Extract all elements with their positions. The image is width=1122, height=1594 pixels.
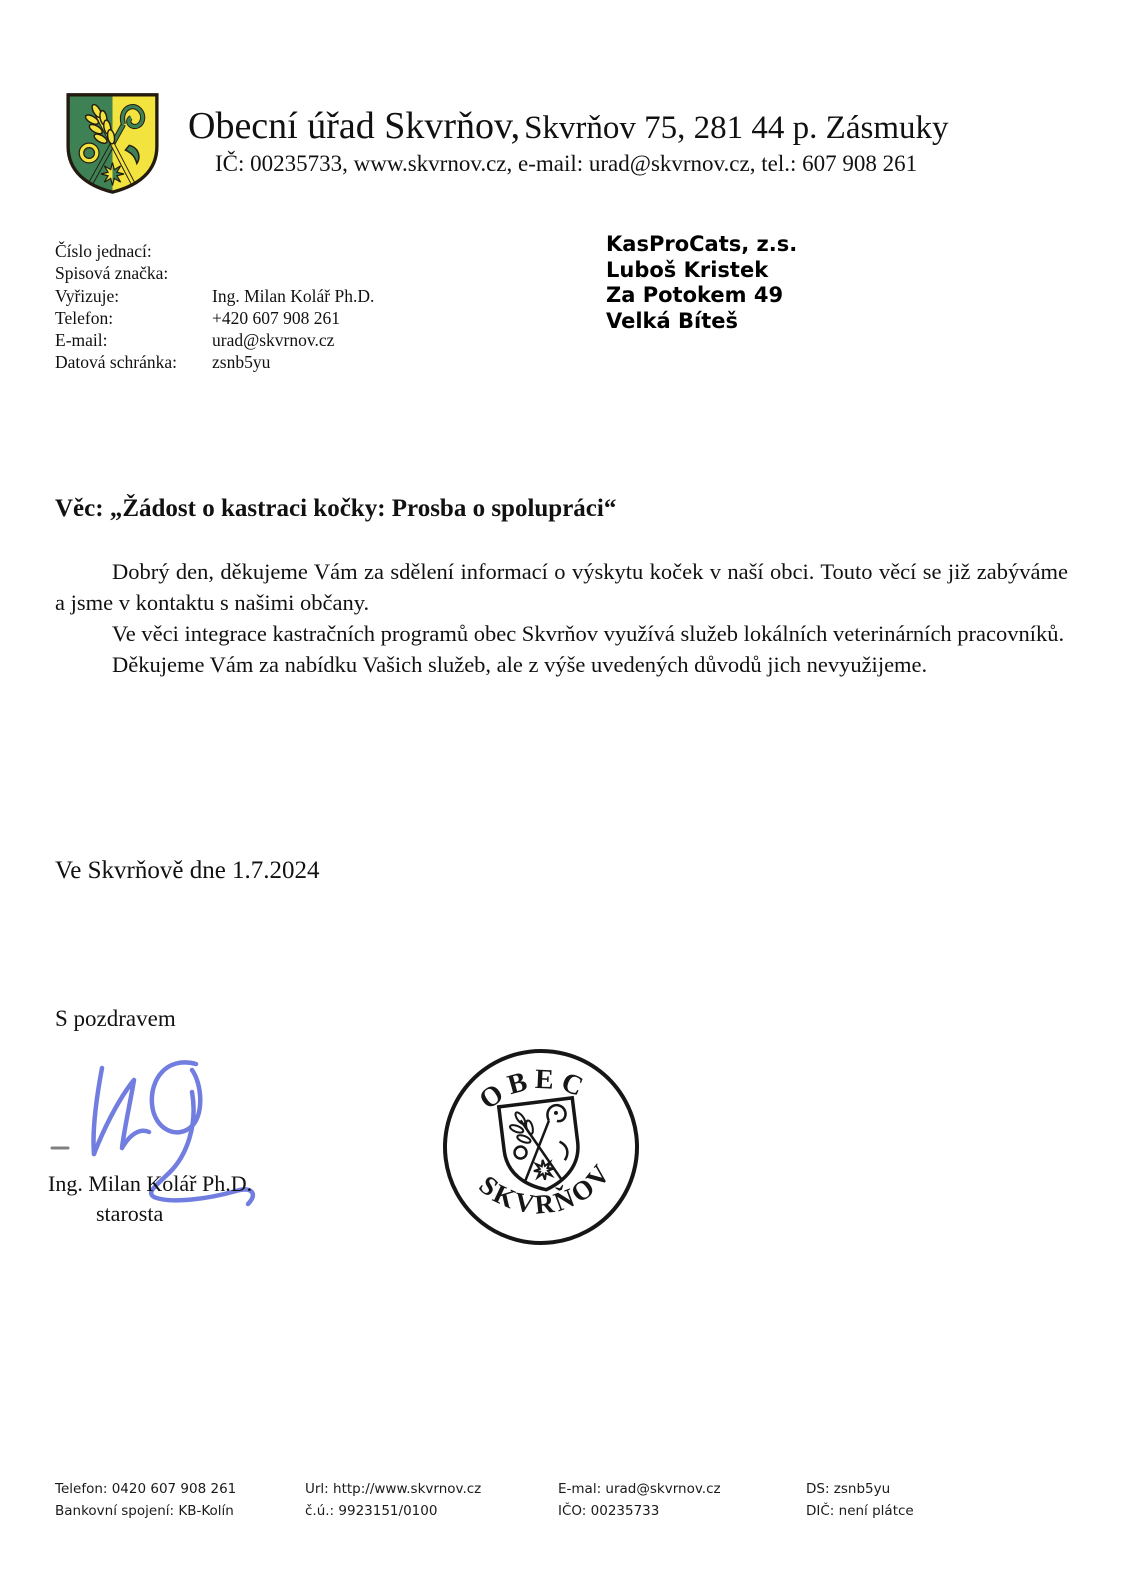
org-contact-line: IČ: 00235733, www.skvrnov.cz, e-mail: urad@skvrnov.cz, tel.: 607 908 261 [215, 151, 918, 176]
meta-row-email: E-mail: urad@skvrnov.cz [55, 330, 335, 351]
meta-row-datova-schranka: Datová schránka: zsnb5yu [55, 352, 271, 373]
footer-account: č.ú.: 9923151/0100 [305, 1503, 438, 1519]
meta-row-spisova-znacka: Spisová značka: [55, 263, 169, 284]
meta-row-telefon: Telefon: +420 607 908 261 [55, 307, 340, 328]
org-address: Skvrňov 75, 281 44 p. Zásmuky [524, 110, 949, 146]
footer-bank: Bankovní spojení: KB-Kolín [55, 1503, 234, 1519]
body-paragraph: Děkujeme Vám za nabídku Vašich služeb, ale z výše uvedených důvodů jich nevyužijeme. [112, 652, 928, 677]
date-line: Ve Skvrňově dne 1.7.2024 [55, 857, 320, 884]
letter-body [55, 556, 1068, 680]
stamp-bottom-text: SKVRŇOV [473, 1156, 618, 1220]
org-name: Obecní úřad Skvrňov, [188, 105, 521, 147]
signer-name: Ing. Milan Kolář Ph.D. [48, 1171, 253, 1196]
subject-line: Věc: „Žádost o kastraci kočky: Prosba o spolupráci“ [55, 495, 617, 522]
municipal-round-stamp [436, 1042, 646, 1252]
footer-col-ds-dic [806, 1478, 914, 1522]
recipient-line: Velká Bíteš [606, 309, 738, 334]
salutation: S pozdravem [55, 1006, 176, 1031]
footer-col-email-ico [558, 1478, 721, 1522]
footer-email: E-mal: urad@skvrnov.cz [558, 1481, 721, 1497]
recipient-line: Za Potokem 49 [606, 283, 784, 308]
municipal-coat-of-arms-icon [60, 90, 165, 195]
footer-dic: DIČ: není plátce [806, 1503, 914, 1519]
org-title [188, 104, 949, 148]
body-paragraph: Dobrý den, děkujeme Vám za sdělení informací o výskytu koček v naší obci. Touto věcí se již zabýváme a jsme v kontaktu s našimi občany. [55, 559, 1068, 615]
footer-ds: DS: zsnb5yu [806, 1481, 891, 1497]
footer-telefon: Telefon: 0420 607 908 261 [55, 1481, 237, 1497]
meta-row-vyrizuje: Vyřizuje: Ing. Milan Kolář Ph.D. [55, 285, 375, 306]
footer-col-phone-bank [55, 1478, 236, 1522]
footer-url: Url: http://www.skvrnov.cz [305, 1481, 482, 1497]
body-paragraph: Ve věci integrace kastračních programů obec Skvrňov využívá služeb lokálních veterinárních pracovníků. [112, 621, 1065, 646]
recipient-line: Luboš Kristek [606, 257, 769, 282]
reference-block [55, 240, 374, 374]
signer-title: starosta [96, 1201, 164, 1226]
stamp-top-text: OBEC [473, 1063, 593, 1116]
footer-col-url-account [305, 1478, 481, 1522]
footer-ico: IČO: 00235733 [558, 1503, 660, 1519]
meta-row-cislo-jednaci: Číslo jednací: [55, 241, 152, 261]
recipient-line: KasProCats, z.s. [606, 232, 798, 256]
recipient-address-block [606, 232, 797, 335]
